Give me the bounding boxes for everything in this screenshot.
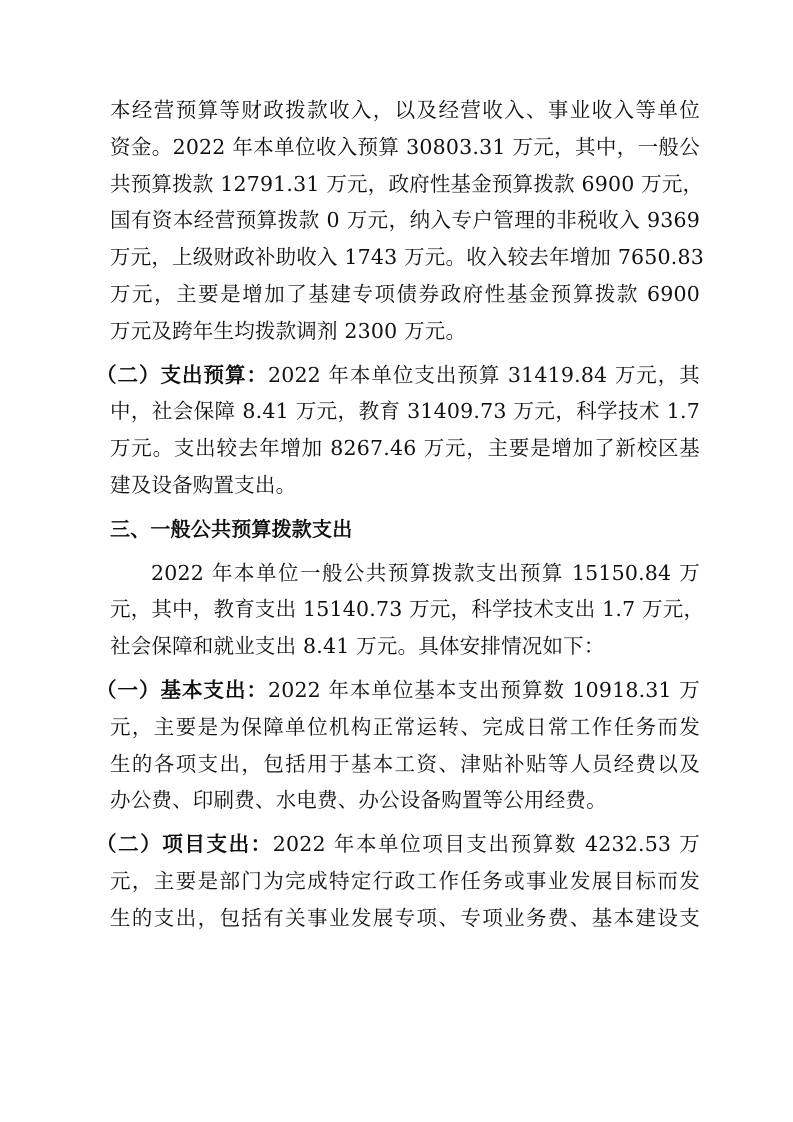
text-line: 社会保障和就业支出 8.41 万元。具体安排情况如下： — [110, 634, 605, 659]
text-line: 办公费、印刷费、水电费、办公设备购置等公用经费。 — [110, 788, 607, 813]
text-line: 元，其中，教育支出 15140.73 万元，科学技术支出 1.7 万元， — [110, 597, 705, 622]
text-line: 生的各项支出，包括用于基本工资、津贴补贴等人员经费以及 — [110, 751, 700, 776]
text-line: 元，主要是部门为完成特定行政工作任务或事业发展目标而发 — [110, 868, 700, 893]
paragraph-expenditure-budget — [96, 357, 700, 504]
paragraph-income-budget — [110, 92, 704, 350]
paragraph-general-public-budget — [110, 555, 705, 665]
text-line: 资金。2022 年本单位收入预算 30803.31 万元，其中，一般公 — [110, 134, 700, 159]
text-line: 中，社会保障 8.41 万元，教育 31409.73 万元，科学技术 1.7 — [110, 399, 700, 424]
text-line: 建及设备购置支出。 — [110, 472, 297, 497]
text-line: 共预算拨款 12791.31 万元，政府性基金预算拨款 6900 万元， — [110, 171, 704, 196]
text-line: 元，主要是为保障单位机构正常运转、完成日常工作任务而发 — [110, 714, 700, 739]
text-line — [96, 826, 700, 863]
paragraph-project-expenditure — [96, 826, 700, 936]
text-line — [96, 357, 700, 394]
section-label: （二）支出预算： — [96, 362, 268, 387]
text-line: 国有资本经营预算拨款 0 万元，纳入专户管理的非税收入 9369 — [110, 208, 700, 233]
text-line: 万元及跨年生均拨款调剂 2300 万元。 — [110, 318, 467, 343]
text-line: 万元。支出较去年增加 8267.46 万元，主要是增加了新校区基 — [110, 436, 700, 461]
text-line — [96, 672, 700, 709]
text-run: 2022 年本单位基本支出预算数 10918.31 万 — [267, 677, 700, 702]
text-line: 万元，主要是增加了基建专项债券政府性基金预算拨款 6900 — [110, 281, 700, 306]
text-line: 本经营预算等财政拨款收入，以及经营收入、事业收入等单位 — [110, 98, 700, 122]
text-run: 2022 年本单位项目支出预算数 4232.53 万 — [272, 832, 700, 857]
text-run: 2022 年本单位支出预算 31419.84 万元，其 — [267, 362, 700, 387]
text-line: 生的支出，包括有关事业发展专项、专项业务费、基本建设支 — [110, 905, 700, 930]
section-label: （二）项目支出： — [96, 832, 273, 857]
section-label: （一）基本支出： — [96, 677, 268, 702]
text-line: 万元，上级财政补助收入 1743 万元。收入较去年增加 7650.83 — [110, 245, 704, 270]
section-heading: 三、一般公共预算拨款支出 — [110, 516, 353, 541]
text-line: 2022 年本单位一般公共预算拨款支出预算 15150.84 万 — [151, 560, 700, 585]
paragraph-basic-expenditure — [96, 672, 700, 819]
